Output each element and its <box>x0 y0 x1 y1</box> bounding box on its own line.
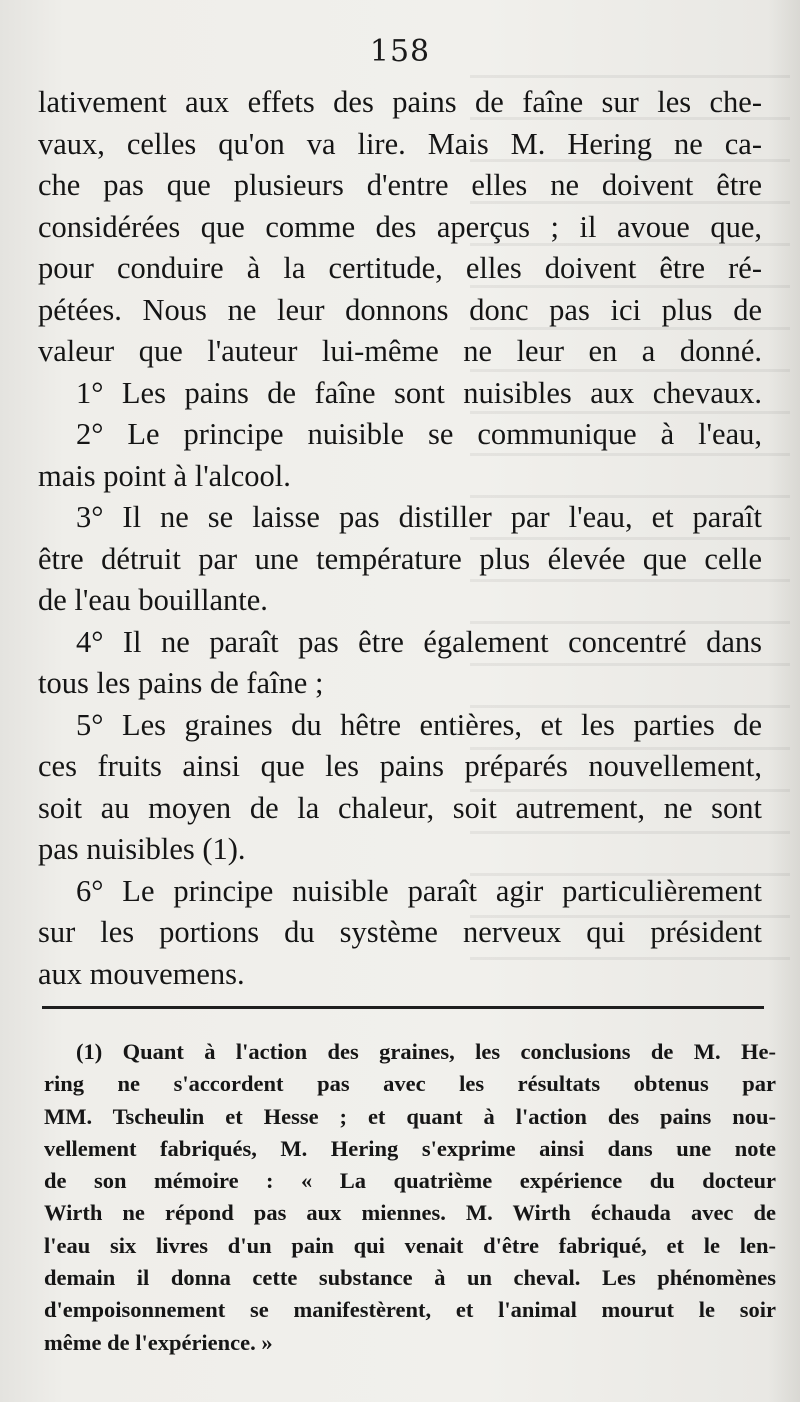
text-line: pétées. Nous ne leur donnons donc pas ici plus de <box>38 292 762 327</box>
footnote-line: vellement fabriqués, M. Hering s'exprime ainsi dans une note <box>44 1135 776 1161</box>
text-line: considérées que comme des aperçus ; il avoue que, <box>38 209 762 244</box>
list-item-6: 6° Le principe nuisible paraît agir particulièrement <box>76 873 762 908</box>
text-line: aux mouvemens. <box>38 956 245 991</box>
text-line: lativement aux effets des pains de faîne sur les che- <box>38 85 762 119</box>
list-item-1: 1° Les pains de faîne sont nuisibles aux chevaux. <box>76 375 762 410</box>
footnote-line: d'empoisonnement se manifestèrent, et l'animal mourut le soir <box>44 1297 776 1323</box>
main-text <box>38 82 762 995</box>
list-item-5: 5° Les graines du hêtre entières, et les parties de <box>76 707 762 742</box>
text-line: tous les pains de faîne ; <box>38 666 324 700</box>
text-line: ces fruits ainsi que les pains préparés nouvellement, <box>38 749 762 783</box>
footnote <box>44 1036 776 1359</box>
text-line: mais point à l'alcool. <box>38 458 291 493</box>
footnote-line: même de l'expérience. » <box>44 1329 273 1355</box>
text-line: valeur que l'auteur lui-même ne leur en a donné. <box>38 334 762 368</box>
text-line: sur les portions du système nerveux qui président <box>38 915 762 949</box>
text-line: être détruit par une température plus élevée que celle <box>38 541 762 576</box>
text-line: pour conduire à la certitude, elles doivent être ré- <box>38 251 762 285</box>
text-line: vaux, celles qu'on va lire. Mais M. Hering ne ca- <box>38 126 762 161</box>
page-number: 158 <box>369 34 431 69</box>
list-item-2: 2° Le principe nuisible se communique à l'eau, <box>76 417 762 451</box>
text-line: che pas que plusieurs d'entre elles ne doivent être <box>38 168 762 202</box>
text-line: soit au moyen de la chaleur, soit autrement, ne sont <box>38 790 762 825</box>
footnote-line: de son mémoire : « La quatrième expérience du docteur <box>44 1168 776 1194</box>
footnote-line: MM. Tscheulin et Hesse ; et quant à l'action des pains nou- <box>44 1103 776 1129</box>
footnote-line: Wirth ne répond pas aux miennes. M. Wirth échauda avec de <box>44 1200 776 1226</box>
footnote-divider <box>42 1006 764 1009</box>
text-line: de l'eau bouillante. <box>38 583 268 617</box>
text-line: pas nuisibles (1). <box>38 832 246 866</box>
footnote-line: ring ne s'accordent pas avec les résultats obtenus par <box>44 1071 776 1097</box>
list-item-4: 4° Il ne paraît pas être également concentré dans <box>76 624 762 659</box>
footnote-line: demain il donna cette substance à un cheval. Les phénomènes <box>44 1265 776 1291</box>
list-item-3: 3° Il ne se laisse pas distiller par l'eau, et paraît <box>76 500 762 534</box>
footnote-line: (1) Quant à l'action des graines, les conclusions de M. He- <box>76 1039 776 1064</box>
footnote-line: l'eau six livres d'un pain qui venait d'être fabriqué, et le len- <box>44 1232 776 1258</box>
